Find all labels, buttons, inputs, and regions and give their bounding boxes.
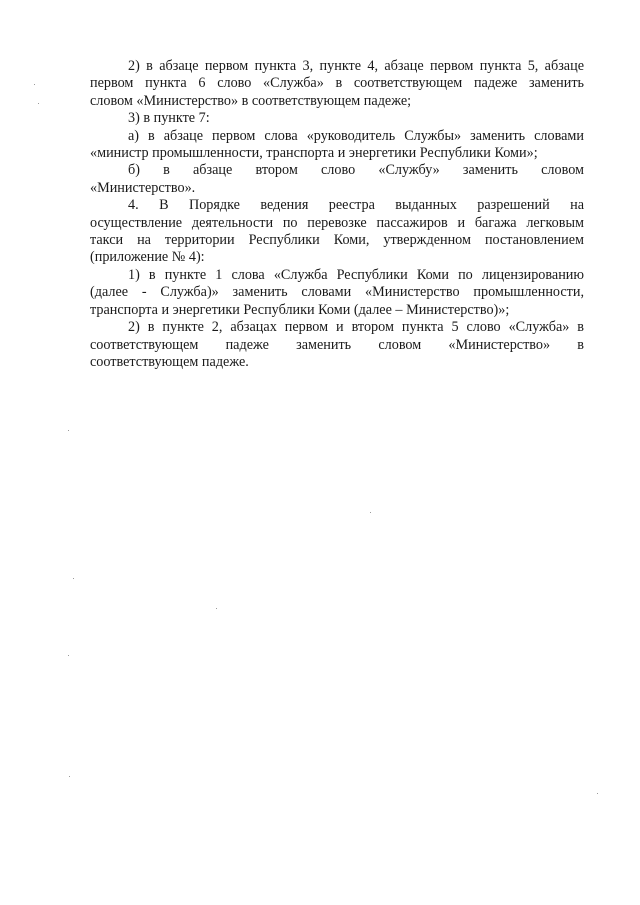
text-line: б) в абзаце втором слово «Службу» заменить словом [128,162,584,179]
text-line: (далее - Служба)» заменить словами «Министерство промышленности, [90,284,584,301]
paragraph-item-2 [90,58,584,110]
text-line: 3) в пункте 7: [128,110,210,127]
paragraph-subitem-a [90,128,584,163]
text-line: 4. В Порядке ведения реестра выданных разрешений на [128,197,584,214]
text-line: 2) в пункте 2, абзацах первом и втором пункта 5 слово «Служба» в [128,319,584,336]
scan-speck [69,776,70,777]
scan-speck [34,84,35,85]
paragraph-subitem-b [90,162,584,197]
text-line: осуществление деятельности по перевозке пассажиров и багажа легковым [90,214,584,231]
text-line: «Министерство». [90,179,196,196]
text-line: первом пункта 6 слово «Служба» в соответствующем падеже заменить [90,75,584,92]
paragraph-section-4-item-2 [90,319,584,371]
scan-speck [68,430,69,431]
document-body [90,58,584,371]
scan-speck [597,793,598,794]
scan-speck [370,512,371,513]
text-line: транспорта и энергетики Республики Коми (далее – Министерство)»; [90,301,510,318]
paragraph-section-4 [90,197,584,267]
text-line: соответствующем падеже заменить словом «Министерство» в [90,336,584,353]
scan-speck [73,578,74,579]
scan-speck [38,103,39,104]
paragraph-section-4-item-1 [90,267,584,319]
text-line: (приложение № 4): [90,249,205,266]
text-line: такси на территории Республики Коми, утвержденном постановлением [90,232,584,249]
scan-speck [216,608,217,609]
text-line: соответствующем падеже. [90,353,249,370]
text-line: 2) в абзаце первом пункта 3, пункте 4, абзаце первом пункта 5, абзаце [128,58,584,74]
text-line: «министр промышленности, транспорта и энергетики Республики Коми»; [90,145,538,162]
text-line: 1) в пункте 1 слова «Служба Республики Коми по лицензированию [128,266,584,283]
text-line: а) в абзаце первом слова «руководитель Службы» заменить словами [128,127,584,144]
scan-speck [68,655,69,656]
text-line: словом «Министерство» в соответствующем падеже; [90,92,412,109]
paragraph-item-3 [90,110,584,127]
